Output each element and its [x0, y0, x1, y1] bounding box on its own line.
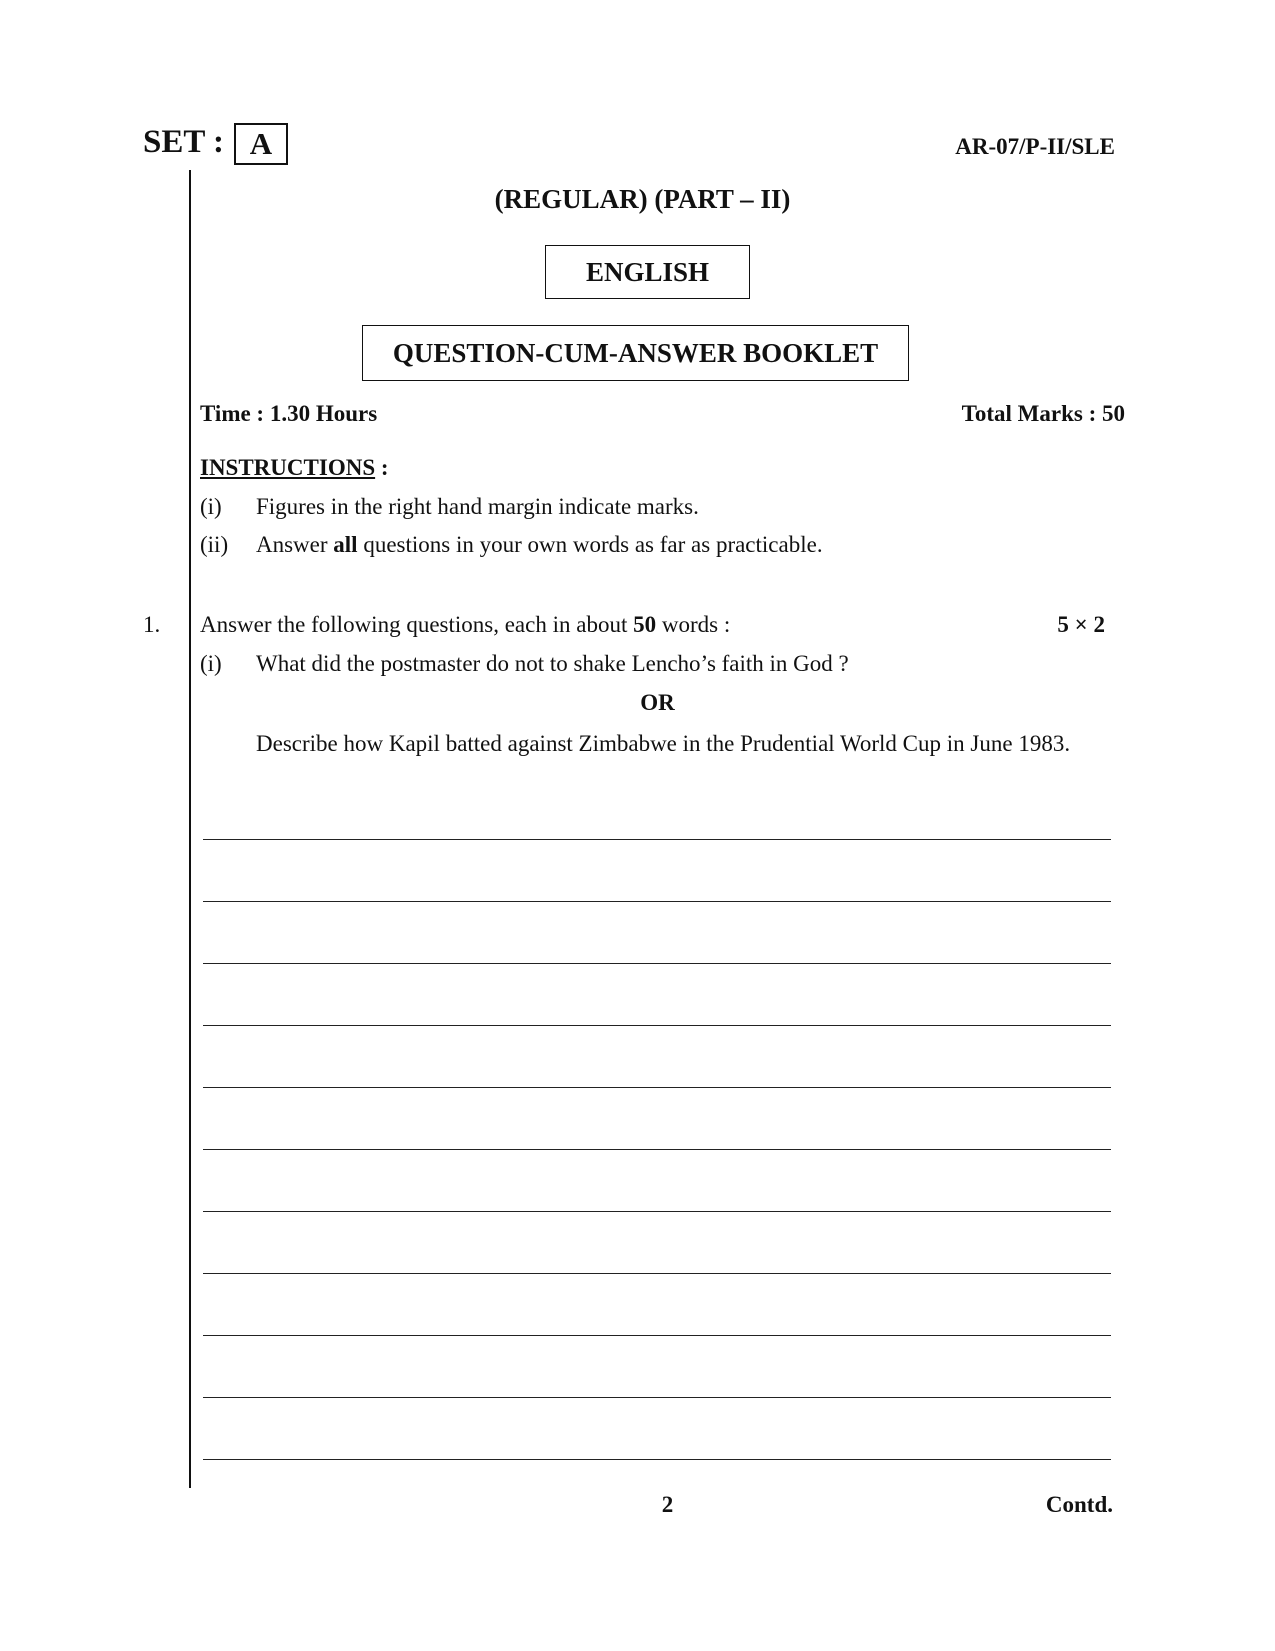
- answer-line[interactable]: [203, 1397, 1111, 1398]
- question-marks: 5 × 2: [1057, 612, 1105, 637]
- continued-label: Contd.: [1045, 1492, 1113, 1517]
- answer-line[interactable]: [203, 963, 1111, 964]
- margin-line: [189, 170, 191, 1488]
- page-number: 2: [661, 1492, 674, 1517]
- subquestion-text: What did the postmaster do not to shake Lencho’s faith in God ?: [256, 651, 849, 676]
- exam-subtitle: (REGULAR) (PART – II): [494, 184, 791, 214]
- answer-line[interactable]: [203, 839, 1111, 840]
- question-instruction: [200, 612, 730, 638]
- exam-time: Time : 1.30 Hours: [200, 401, 378, 426]
- answer-line[interactable]: [203, 1335, 1111, 1336]
- answer-line[interactable]: [203, 1273, 1111, 1274]
- instruction-text: Figures in the right hand margin indicate marks.: [256, 494, 699, 519]
- instruction-text-post: questions in your own words as far as practicable.: [357, 532, 823, 557]
- set-value-box: A: [234, 123, 288, 165]
- or-separator: OR: [640, 690, 675, 715]
- instruction-number: (i): [200, 494, 222, 519]
- instruction-number: (ii): [200, 532, 229, 557]
- answer-line[interactable]: [203, 1149, 1111, 1150]
- answer-line[interactable]: [203, 1025, 1111, 1026]
- paper-code: AR-07/P-II/SLE: [955, 134, 1115, 159]
- instructions-heading: [200, 455, 389, 481]
- instruction-text: [256, 532, 823, 558]
- set-label: SET :: [143, 124, 225, 160]
- answer-line[interactable]: [203, 901, 1111, 902]
- instructions-heading-colon: :: [375, 455, 389, 480]
- alternative-question: Describe how Kapil batted against Zimbabwe in the Prudential World Cup in June 1983.: [256, 731, 1071, 756]
- booklet-title: QUESTION-CUM-ANSWER BOOKLET: [362, 325, 909, 381]
- question-number: 1.: [143, 612, 161, 637]
- answer-line[interactable]: [203, 1459, 1111, 1460]
- answer-line[interactable]: [203, 1087, 1111, 1088]
- question-text-post: words :: [656, 612, 731, 637]
- instruction-text-pre: Answer: [256, 532, 334, 557]
- instruction-text-bold: all: [333, 532, 358, 557]
- question-text-pre: Answer the following questions, each in about: [200, 612, 634, 637]
- answer-line[interactable]: [203, 1211, 1111, 1212]
- total-marks: Total Marks : 50: [961, 401, 1125, 426]
- question-word-count: 50: [633, 612, 657, 637]
- instructions-heading-text: INSTRUCTIONS: [200, 455, 376, 480]
- subject-title: ENGLISH: [545, 245, 750, 299]
- subquestion-number: (i): [200, 651, 222, 676]
